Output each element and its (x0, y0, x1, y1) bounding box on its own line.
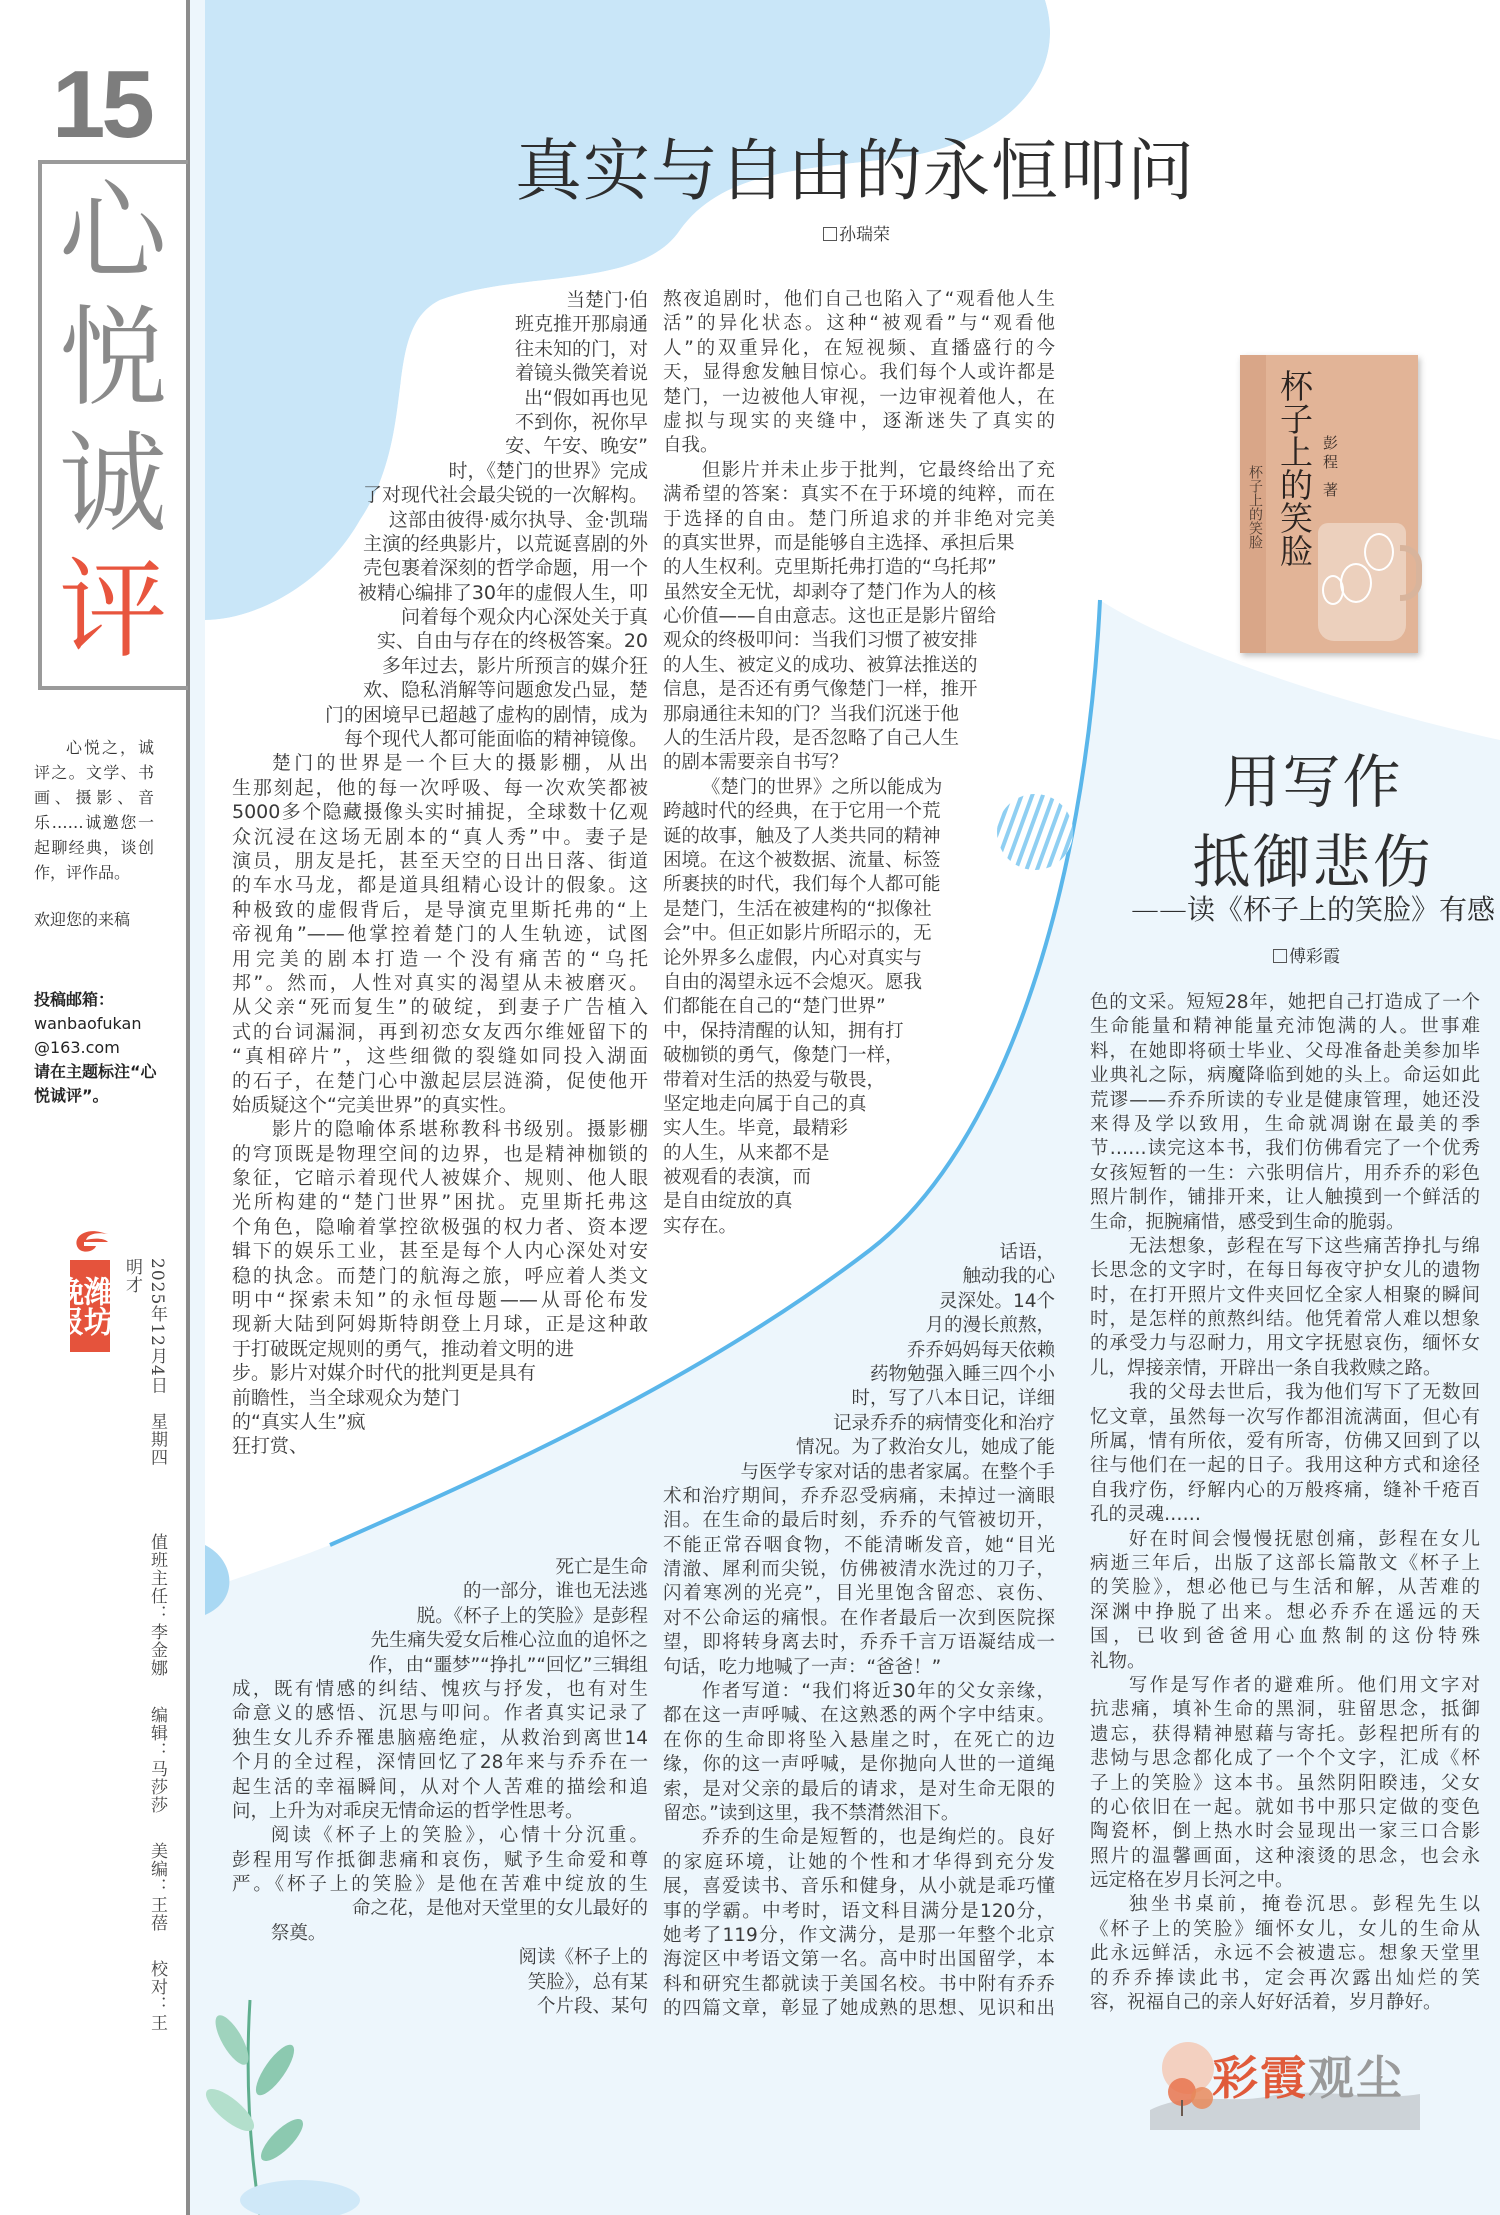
text-line: 跨越时代的经典，在于它用一个荒 (663, 801, 941, 823)
text-line: 时，写了八本日记，详细 (851, 1388, 1055, 1410)
text-line: 明中“探索未知”的永恒母题——从哥伦布发 (232, 1289, 648, 1312)
text-line: “真相碎片”，这些细微的裂缝如同投入湖面 (232, 1045, 648, 1068)
text-line: 长思念的文字时，在每日每夜守护女儿的遗物 (1090, 1260, 1480, 1282)
text-line: 种极致的虚假背后，是导演克里斯托弗的“上 (232, 898, 648, 921)
article1-column-2 (663, 288, 1055, 1239)
text-line: 影片的隐喻体系堪称教科书级别。摄影棚 (271, 1118, 648, 1141)
text-line: 写作是写作者的避难所。他们用文字对 (1128, 1674, 1480, 1696)
text-line: 自我疗伤，纾解内心的万般疼痛，缝补千疮百 (1090, 1479, 1480, 1501)
text-line: 留恋。”读到这里，我不禁潸然泪下。 (663, 1802, 960, 1824)
submission-email[interactable]: wanbaofukan@163.com (34, 1014, 142, 1057)
column-name (40, 170, 186, 674)
text-line: 望，即将转身离去时，乔乔千言万语凝结成一 (663, 1632, 1055, 1654)
text-line: 人”的双重异化，在短视频、直播盛行的今 (663, 337, 1055, 359)
text-line: 那扇通往未知的门？当我们沉迷于他 (663, 703, 960, 725)
text-line: 业典礼之际，病魔降临到她的头上。命运如此 (1090, 1065, 1480, 1087)
text-line: 的穹顶既是物理空间的边界，也是精神枷锁的 (232, 1142, 648, 1165)
text-line: 彭程用写作抵御悲痛和哀伤，赋予生命爱和尊 (232, 1849, 648, 1871)
text-line: 女孩短暂的一生：六张明信片，用乔乔的彩色 (1090, 1162, 1480, 1184)
article1-byline (823, 220, 890, 245)
text-line: 们都能在自己的“楚门世界” (663, 996, 886, 1018)
text-line: 狂打赏、 (232, 1435, 309, 1458)
text-line: 往未知的门，对 (514, 337, 648, 360)
text-line: 安、午安、晚安” (505, 435, 648, 458)
text-line: 被精心编排了30年的虚假人生，叩 (357, 581, 648, 604)
text-line: 坚定地走向属于自己的真 (663, 1093, 867, 1115)
text-line: 来得及学以致用，生命就凋谢在最美的季 (1090, 1113, 1480, 1135)
text-line: 个月的全过程，深情回忆了28年来与乔乔在一 (232, 1752, 648, 1774)
text-line: 阅读《杯子上的 (518, 1947, 648, 1969)
column-char: 诚 (58, 422, 167, 547)
text-line: 楚门的世界是一个巨大的摄影棚，从出 (271, 752, 648, 775)
intro-text: 心悦之，诚评之。文学、书画、摄影、音乐……诚邀您一起聊经典，谈创作，评作品。 (34, 738, 154, 882)
staff-proofreader: 校对：王明才 (122, 1258, 167, 2033)
text-line: 虚拟与现实的夹缝中，逐渐迷失了真实的 (663, 410, 1055, 432)
text-line: 演员，朋友是托，甚至天空的日出日落、街道 (232, 849, 648, 872)
text-line: 门的困境早已超越了虚构的剧情，成为 (324, 703, 648, 726)
text-line: 往与他们在一起的日子。我用这种方式和途径 (1090, 1455, 1480, 1477)
byline-box-icon (823, 227, 837, 241)
article2-title-line2: 抵御悲伤 (1192, 828, 1433, 896)
text-line: 式的台词漏洞，再到初恋女友西尔维娅留下的 (232, 1020, 648, 1043)
text-line: 遗忘，获得精神慰藉与寄托。彭程把所有的 (1090, 1723, 1480, 1745)
text-line: 灵深处。14个 (938, 1290, 1055, 1312)
text-line: 着镜头微笑着说 (514, 362, 648, 385)
submission-note: 请在主题标注“心悦诚评”。 (34, 1062, 157, 1105)
text-line: 病逝三年后，出版了这部长篇散文《杯子上 (1090, 1552, 1480, 1574)
text-line: 时，在打开照片文件夹回忆全家人相聚的瞬间 (1090, 1284, 1480, 1306)
text-line: 的车水马龙，都是道具组精心设计的假象。这 (232, 874, 648, 897)
text-line: 众沉浸在这场无剧本的“真人秀”中。妻子是 (232, 825, 648, 848)
text-line: 照片制作，铺排开来，让人触摸到一个鲜活的 (1090, 1187, 1480, 1209)
submission-info (34, 988, 164, 1108)
text-line: 索，是对父亲的最后的请求，是对生命无限的 (663, 1778, 1055, 1800)
text-line: 月的漫长煎熬， (925, 1315, 1055, 1337)
book-author: 彭程 著 (1321, 435, 1339, 501)
text-line: 此永远鲜活，永远不会被遗忘。想象天堂里 (1090, 1943, 1480, 1965)
text-line: 容，祝福自己的亲人好好活着，岁月静好。 (1090, 1992, 1442, 2014)
text-line: 用完美的剧本打造一个没有痛苦的“乌托 (232, 947, 648, 970)
text-line: 料，在她即将硕士毕业、父母准备赴美参加毕 (1090, 1040, 1480, 1062)
text-line: 象征，它暗示着现代人被媒介、规则、他人眼 (232, 1167, 648, 1190)
text-line: 儿，焊接亲情，开辟出一条自我救赎之路。 (1090, 1357, 1442, 1379)
text-line: 荒谬——乔乔所读的专业是健康管理，她还没 (1090, 1089, 1480, 1111)
text-line: 的人生权利。克里斯托弗打造的“乌托邦” (663, 557, 997, 579)
text-line: 问着每个观众内心深处关于真 (400, 606, 648, 629)
text-line: 独坐书桌前，掩卷沉思。彭程先生以 (1128, 1894, 1480, 1916)
mug-illustration (1318, 523, 1406, 641)
text-line: 术和治疗期间，乔乔忍受病痛，未掉过一滴眼 (663, 1485, 1055, 1507)
byline-box-icon (1273, 949, 1287, 963)
submission-label: 投稿邮箱： (34, 990, 115, 1009)
welcome-text: 欢迎您的来稿 (34, 910, 131, 929)
text-line: 论外界多么虚假，内心对真实与 (663, 947, 923, 969)
article1-column-1 (232, 288, 648, 1459)
text-line: 前瞻性，当全球观众为楚门 (232, 1386, 461, 1409)
text-line: 始质疑这个“完美世界”的真实性。 (232, 1093, 518, 1116)
text-line: 阅读《杯子上的笑脸》，心情十分沉重。 (270, 1825, 648, 1847)
text-line: 在你的生命即将坠入悬崖之时，在死亡的边 (663, 1729, 1055, 1751)
text-line: 的人生、被定义的成功、被算法推送的 (663, 654, 978, 676)
text-line: 人的生活片段，是否忽略了自己人生 (663, 728, 960, 750)
text-line: 实存在。 (663, 1215, 738, 1237)
text-line: 的人生，从来都不是 (663, 1142, 830, 1164)
text-line: 深渊中挣脱了出来。想必乔乔在遥远的天 (1090, 1601, 1480, 1623)
text-line: 陶瓷杯，倒上热水时会显现出一家三口合影 (1090, 1821, 1480, 1843)
text-line: 满希望的答案：真实不在于环境的纯粹，而在 (663, 484, 1055, 506)
text-line: 命意义的感悟、沉思与叩问。作者真实记录了 (232, 1703, 648, 1725)
text-line: 的心依旧在一起。就如书中那只定做的变色 (1090, 1796, 1480, 1818)
text-line: 是楚门，生活在被建构的“拟像社 (663, 898, 932, 920)
text-line: 楚门，一边被他人审视，一边审视着他人，在 (663, 386, 1055, 408)
text-line: 实、自由与存在的终极答案。20 (376, 630, 648, 653)
text-line: 与医学专家对话的患者家属。在整个手 (740, 1461, 1055, 1483)
text-line: 独生女儿乔乔罹患脑癌绝症，从救治到离世14 (232, 1727, 648, 1749)
text-line: 子上的笑脸》这本书。虽然阴阳睽违，父女 (1090, 1772, 1480, 1794)
text-line: 海淀区中考语文第一名。高中时出国留学，本 (663, 1949, 1055, 1971)
text-line: 困境。在这个被数据、流量、标签 (663, 849, 941, 871)
logo-swoosh-icon (70, 1228, 110, 1256)
text-line: 破枷锁的勇气，像楚门一样， (663, 1045, 904, 1067)
article2-column-1 (232, 1556, 648, 2019)
text-line: 对不公命运的痛恨。在作者最后一次到医院探 (663, 1607, 1055, 1629)
text-line: 悲恸与思念都化成了一个个文字，汇成《杯 (1090, 1748, 1480, 1770)
text-line: 《楚门的世界》之所以能成为 (701, 776, 943, 798)
book-spine-title: 杯子上的笑脸 (1247, 465, 1263, 549)
text-line: 欢、隐私消解等问题愈发凸显，楚 (362, 679, 648, 702)
text-line: 的石子，在楚门心中激起层层涟漪，促使他开 (232, 1069, 648, 1092)
text-line: 问，上升为对乖戾无情命运的哲学性思考。 (232, 1800, 584, 1822)
text-line: 清澈、犀利而尖锐，仿佛被清水洗过的刀子， (663, 1559, 1055, 1581)
text-line: 被观看的表演，而 (663, 1167, 812, 1189)
text-line: 个角色，隐喻着掌控欲极强的权力者、资本逻 (232, 1215, 648, 1238)
text-line: 信息，是否还有勇气像楚门一样，推开 (663, 679, 978, 701)
text-line: 远定格在岁月长河之中。 (1090, 1870, 1294, 1892)
text-line: 时，《楚门的世界》完成 (448, 459, 648, 482)
text-line: 药物勉强入睡三四个小 (869, 1363, 1055, 1385)
text-line: 每个现代人都可能面临的精神镜像。 (343, 728, 648, 751)
text-line: 命之花，是他对天堂里的女儿最好的 (351, 1898, 648, 1920)
text-line: 笑脸》，总有某 (527, 1971, 648, 1993)
text-line: 生命，扼腕痛惜，感受到生命的脆弱。 (1090, 1211, 1405, 1233)
text-line: 虽然安全无忧，却剥夺了楚门作为人的核 (663, 581, 997, 603)
text-line: 实人生。毕竟，最精彩 (663, 1118, 849, 1140)
text-line: 带着对生活的热爱与敬畏， (663, 1069, 886, 1091)
text-line: 忆文章，虽然每一次写作都泪流满面，但心有 (1090, 1406, 1480, 1428)
text-line: 国，已收到爸爸用心血熬制的这份特殊 (1090, 1626, 1480, 1648)
text-line: 辑下的娱乐工业，甚至是每个人内心深处对安 (232, 1240, 648, 1263)
text-line: 帝视角”——他掌控着楚门的人生轨迹，试图 (232, 923, 648, 946)
text-line: 诞的故事，触及了人类共同的精神 (663, 825, 941, 847)
text-line: 观众的终极叩问：当我们习惯了被安排 (663, 630, 978, 652)
text-line: 乔乔的生命是短暂的，也是绚烂的。良好 (701, 1827, 1055, 1849)
text-line: 话语， (999, 1242, 1055, 1263)
paper-name: 潍坊晚报 (70, 1260, 110, 1352)
text-line: 熬夜追剧时，他们自己也陷入了“观看他人生 (663, 289, 1055, 310)
text-line: 泪。在生命的最后时刻，乔乔的气管被切开， (663, 1510, 1055, 1532)
text-line: 现新大陆到阿姆斯特朗登上月球，正是这种敢 (232, 1313, 648, 1336)
newspaper-logo (48, 1228, 113, 1352)
text-line: 作者写道：“我们将近30年的父女亲缘， (701, 1681, 1055, 1703)
article2-byline (1273, 942, 1340, 967)
text-line: 成，既有情感的纠结、愧疚与抒发，也有对生 (232, 1678, 648, 1700)
text-line: 死亡是生命 (555, 1557, 648, 1578)
text-line: 于打破既定规则的勇气，推动着文明的进 (232, 1337, 575, 1360)
text-line: 了对现代社会最尖锐的一次解构。 (362, 484, 648, 507)
text-line: 起生活的幸福瞬间，从对个人苦难的描绘和追 (232, 1776, 648, 1798)
text-line: 天，显得愈发触目惊心。我们每个人或许都是 (663, 362, 1055, 384)
article1-author: 孙瑞荣 (839, 225, 890, 245)
text-line: 活”的异化状态。这种“被观看”与“观看他 (663, 313, 1055, 335)
text-line: 严。《杯子上的笑脸》是他在苦难中绽放的生 (232, 1874, 648, 1896)
article2-column-3 (1090, 991, 1480, 2015)
logo-text-grey: 观尘 (1308, 2051, 1404, 2105)
text-line: 《杯子上的笑脸》缅怀女儿，女儿的生命从 (1090, 1918, 1480, 1940)
staff-designer: 美编：王蓓 (147, 1841, 167, 1932)
text-line: 多年过去，影片所预言的媒介狂 (381, 654, 648, 677)
column-logo-caixia (1150, 2030, 1430, 2130)
text-line: 从父亲“死而复生”的破绽，到妻子广告植入 (232, 996, 648, 1019)
staff-editor: 编辑：马莎莎 (147, 1705, 167, 1814)
text-line: 中，保持清醒的认知，拥有打 (663, 1020, 904, 1042)
text-line: 祭奠。 (270, 1922, 327, 1944)
column-char: 心 (58, 170, 167, 295)
text-line: 壳包裹着深刻的哲学命题，用一个 (362, 557, 648, 580)
text-line: 孔的灵魂…… (1090, 1504, 1202, 1526)
text-line: 照片的温馨画面，这种滚烫的思念，也会永 (1090, 1845, 1480, 1867)
article2-author: 傅彩霞 (1289, 947, 1340, 967)
text-line: 触动我的心 (962, 1266, 1055, 1288)
text-line: 主演的经典影片，以荒诞喜剧的外 (362, 532, 648, 555)
text-line: 的家庭环境，让她的个性和才华得到充分发 (663, 1851, 1055, 1873)
text-line: 她考了119分，作文满分，是那一年整个北京 (663, 1924, 1055, 1946)
text-line: 的“真实人生”疯 (232, 1410, 366, 1433)
article2-column-2 (663, 1241, 1055, 2022)
column-logo-text (1212, 2042, 1404, 2108)
text-line: 的承受力与忍耐力，用文字抚慰哀伤，缅怀女 (1090, 1333, 1480, 1355)
text-line: 的乔乔捧读此书，定会再次露出灿烂的笑 (1090, 1967, 1480, 1989)
text-line: 这部由彼得·威尔执导、金·凯瑞 (388, 508, 648, 531)
text-line: 都在这一声呼喊、在这熟悉的两个字中结束。 (663, 1705, 1055, 1727)
book-cover-image (1240, 355, 1418, 653)
text-line: 色的文采。短短28年，她把自己打造成了一个 (1090, 992, 1480, 1013)
page-number: 15 (52, 51, 151, 158)
text-line: 生命能量和精神能量充沛饱满的人。世事难 (1090, 1016, 1480, 1038)
text-line: 脱。《杯子上的笑脸》是彭程 (416, 1605, 648, 1627)
text-line: 的笑脸》，想必他已与生活和解，从苦难的 (1090, 1577, 1480, 1599)
text-line: 事的学霸。中考时，语文科目满分是120分， (663, 1900, 1055, 1922)
text-line: 情况。为了救治女儿，她成了能 (795, 1437, 1055, 1459)
text-line: 先生痛失爱女后椎心泣血的追怀之 (370, 1630, 648, 1652)
text-line: 邦”。然而，人性对真实的渴望从未被磨灭。 (232, 971, 648, 994)
text-line: 但影片并未止步于批判，它最终给出了充 (701, 459, 1055, 481)
text-line: 步。影片对媒介时代的批判更是具有 (232, 1362, 537, 1385)
text-line: 班克推开那扇通 (514, 313, 648, 336)
text-line: 是自由绽放的真 (663, 1191, 793, 1213)
text-line: 科和研究生都就读于美国名校。书中附有乔乔 (663, 1973, 1055, 1995)
text-line: 心价值——自由意志。这也正是影片留给 (663, 606, 997, 628)
text-line: 乔乔妈妈每天依赖 (906, 1339, 1055, 1361)
text-line: 的真实世界，而是能够自主选择、承担后果 (663, 532, 1015, 554)
text-line: 的一部分，谁也无法逃 (462, 1581, 648, 1603)
column-intro (34, 735, 154, 954)
article2-title-line1: 用写作 (1222, 748, 1403, 816)
article2-subtitle: ——读《杯子上的笑脸》有感 (1130, 893, 1495, 926)
column-char: 悦 (58, 296, 167, 421)
text-line: 当楚门·伯 (565, 289, 648, 311)
text-line: 生那刻起，他的每一次呼吸、每一次欢笑都被 (232, 776, 648, 799)
text-line: 光所构建的“楚门世界”困扰。克里斯托弗这 (232, 1191, 648, 1214)
text-line: 个片段、某句 (536, 1996, 648, 2018)
text-line: 不到你，祝你早 (514, 410, 648, 433)
text-line: 5000多个隐藏摄像头实时捕捉，全球数十亿观 (232, 801, 648, 824)
text-line: 展，喜爱读书、音乐和健身，从小就是乖巧懂 (663, 1876, 1055, 1898)
text-line: 稳的执念。而楚门的航海之旅，呼应着人类文 (232, 1264, 648, 1287)
text-line: 所属，情有所依，爱有所寄，仿佛又回到了以 (1090, 1431, 1480, 1453)
book-title: 杯子上的笑脸 (1275, 369, 1314, 567)
text-line: 时，是怎样的煎熬纠结。他凭着常人难以想象 (1090, 1309, 1480, 1331)
text-line: 礼物。 (1090, 1650, 1146, 1672)
masthead-info (120, 1258, 170, 2038)
text-line: 句话，吃力地喊了一声：“爸爸！” (663, 1656, 942, 1678)
text-line: 不能正常吞咽食物，不能清晰发音，她“目光 (663, 1534, 1055, 1556)
issue-date: 2025年12月4日 星期四 (147, 1258, 167, 1467)
text-line: 闪着寒冽的光亮”，目光里饱含留恋、哀伤、 (663, 1583, 1055, 1605)
text-line: 自我。 (663, 435, 719, 457)
text-line: 节……读完这本书，我们仿佛看完了一个优秀 (1090, 1138, 1480, 1160)
staff-duty: 值班主任：李金娜 (147, 1533, 167, 1678)
text-line: 我的父母去世后，我为他们写下了无数回 (1128, 1382, 1480, 1404)
text-line: 好在时间会慢慢抚慰创痛，彭程在女儿 (1128, 1528, 1480, 1550)
text-line: 的四篇文章，彰显了她成熟的思想、见识和出 (663, 1998, 1055, 2020)
logo-text-red: 彩霞 (1212, 2051, 1308, 2105)
article1-title: 真实与自由的永恒叩问 (515, 132, 1195, 210)
column-char-accent: 评 (58, 548, 167, 673)
text-line: 会”中。但正如影片所昭示的，无 (663, 923, 932, 945)
text-line: 的剧本需要亲自书写？ (663, 752, 849, 774)
text-line: 出“假如再也见 (524, 386, 648, 409)
text-line: 所裹挟的时代，我们每个人都可能 (663, 874, 941, 896)
text-line: 记录乔乔的病情变化和治疗 (832, 1412, 1055, 1434)
text-line: 抗悲痛，填补生命的黑洞，驻留思念，抵御 (1090, 1699, 1480, 1721)
text-line: 作，由“噩梦”“挣扎”“回忆”三辑组 (368, 1654, 648, 1676)
text-line: 于选择的自由。楚门所追求的并非绝对完美 (663, 508, 1055, 530)
text-line: 无法想象，彭程在写下这些痛苦挣扎与绵 (1128, 1235, 1480, 1257)
text-line: 缘，你的这一声呼喊，是你抛向人世的一道绳 (663, 1754, 1055, 1776)
text-line: 自由的渴望永远不会熄灭。愿我 (663, 971, 923, 993)
